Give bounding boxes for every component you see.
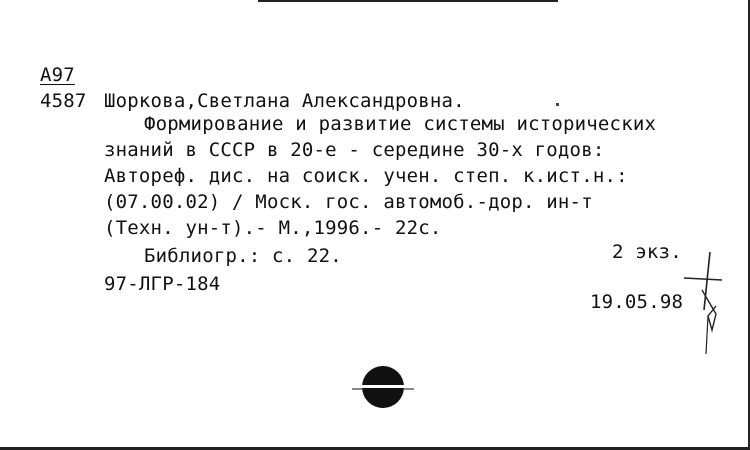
title-line-3: Автореф. дис. на соиск. учен. степ. к.ист.н.: bbox=[104, 165, 628, 187]
shelf-mark: А97 bbox=[40, 64, 75, 86]
title-line-5: (Техн. ун-т).- М.,1996.- 22с. bbox=[104, 217, 442, 239]
registration-code: 97-ЛГР-184 bbox=[104, 273, 221, 295]
ink-dot bbox=[556, 103, 559, 106]
bibliography-note: Библиогр.: с. 22. bbox=[144, 245, 342, 267]
punch-hole-tick bbox=[352, 388, 362, 390]
author-name: Шоркова,Светлана Александровна. bbox=[104, 90, 465, 112]
punch-hole-tick bbox=[404, 388, 414, 390]
inventory-number: 4587 bbox=[40, 90, 87, 112]
card-top-edge bbox=[258, 0, 558, 2]
copies-count: 2 экз. bbox=[612, 241, 682, 263]
title-line-4: (07.00.02) / Моск. гос. автомоб.-дор. ин-т bbox=[104, 191, 593, 213]
handwritten-mark-icon bbox=[682, 250, 728, 360]
entry-date: 19.05.98 bbox=[590, 291, 684, 313]
title-line-2: знаний в СССР в 20-е - середине 30-х годов: bbox=[104, 139, 605, 161]
punch-hole-slit bbox=[358, 385, 408, 388]
title-line-1: Формирование и развитие системы исторических bbox=[144, 113, 657, 135]
